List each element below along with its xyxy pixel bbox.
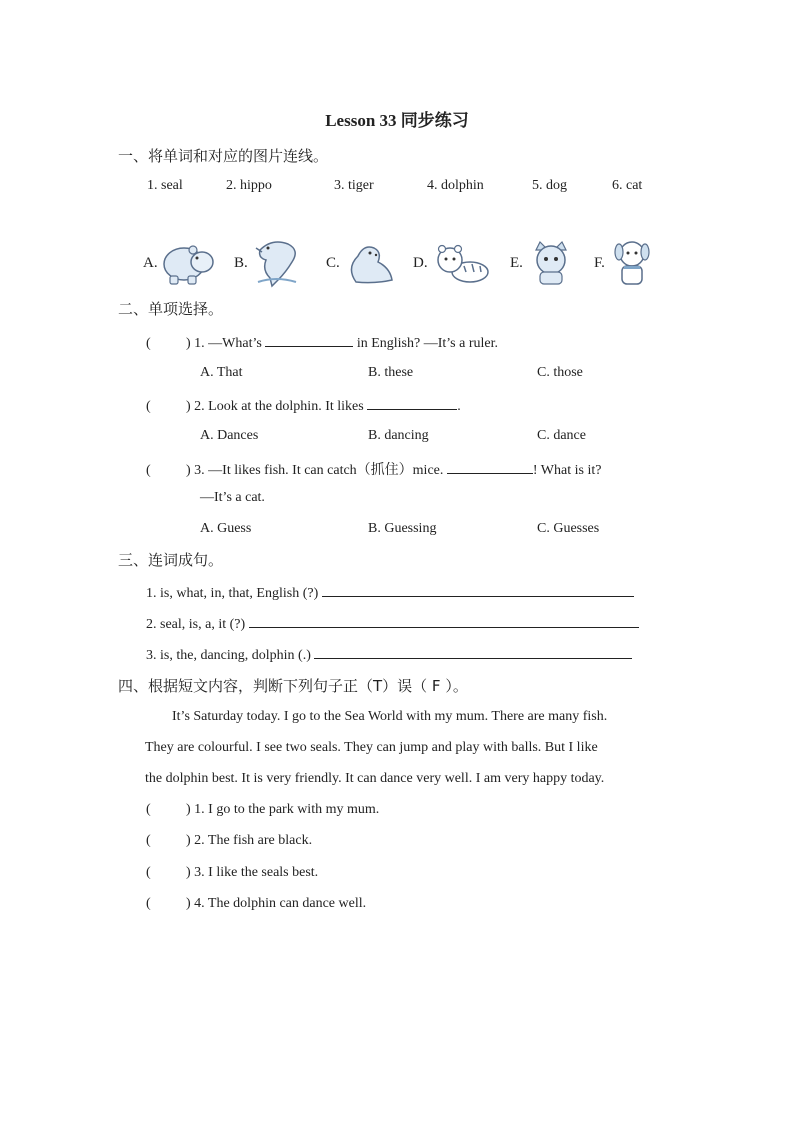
letter-e: E. — [510, 255, 523, 271]
q3-option-b[interactable]: B. Guessing — [368, 521, 437, 536]
dolphin-picture — [252, 236, 302, 288]
answer-paren[interactable]: ( — [146, 399, 151, 414]
dog-picture — [610, 238, 654, 288]
question-3 — [146, 459, 601, 479]
seal-picture — [344, 238, 396, 286]
answer-paren[interactable]: ( — [146, 336, 151, 351]
section-2-heading: 二、单项选择。 — [118, 300, 224, 318]
letter-a: A. — [143, 255, 158, 271]
hippo-picture — [160, 236, 216, 286]
answer-paren[interactable]: ( — [146, 833, 151, 848]
q1-stem-a: ) 1. —What’s — [186, 336, 262, 351]
letter-d: D. — [413, 255, 428, 271]
letter-b: B. — [234, 255, 248, 271]
q3-blank[interactable] — [447, 461, 533, 474]
judge-item-3 — [146, 865, 318, 881]
tiger-picture — [434, 240, 492, 286]
reorder-words: 2. seal, is, a, it (?) — [146, 617, 246, 632]
letter-c: C. — [326, 255, 340, 271]
letter-f: F. — [594, 255, 605, 271]
answer-line[interactable] — [322, 584, 634, 597]
judge-text: ) 4. The dolphin can dance well. — [186, 896, 367, 911]
q2-stem-a: ) 2. Look at the dolphin. It likes — [186, 399, 364, 414]
answer-paren[interactable]: ( — [146, 802, 151, 817]
q2-option-a[interactable]: A. Dances — [200, 428, 259, 443]
judge-item-4 — [146, 896, 366, 912]
passage-line-2: They are colourful. I see two seals. They can jump and play with balls. But I like — [145, 740, 598, 755]
q3-line-2: —It’s a cat. — [200, 490, 265, 505]
answer-paren[interactable]: ( — [146, 865, 151, 880]
section-3-heading: 三、连词成句。 — [118, 551, 224, 569]
q3-stem-a: ) 3. —It likes fish. It can catch（抓住）mice. — [186, 463, 444, 478]
word-seal: 1. seal — [147, 178, 183, 193]
judge-text: ) 1. I go to the park with my mum. — [186, 802, 380, 817]
section-4-heading: 四、根据短文内容，判断下列句子正（T）误（ F ）。 — [118, 677, 468, 695]
q1-option-b[interactable]: B. these — [368, 365, 414, 380]
answer-paren[interactable]: ( — [146, 463, 151, 478]
passage-line-3: the dolphin best. It is very friendly. It can dance very well. I am very happy today. — [145, 771, 605, 786]
q1-blank[interactable] — [265, 334, 353, 347]
word-cat: 6. cat — [612, 178, 643, 193]
question-1 — [146, 334, 498, 352]
question-2 — [146, 397, 461, 415]
q2-option-b[interactable]: B. dancing — [368, 428, 429, 443]
reorder-item-2 — [146, 615, 639, 633]
q1-option-a[interactable]: A. That — [200, 365, 243, 380]
q2-option-c[interactable]: C. dance — [537, 428, 586, 443]
judge-text: ) 2. The fish are black. — [186, 833, 313, 848]
word-tiger: 3. tiger — [334, 178, 374, 193]
section-1-heading: 一、将单词和对应的图片连线。 — [118, 147, 329, 165]
answer-paren[interactable]: ( — [146, 896, 151, 911]
judge-item-1 — [146, 802, 379, 818]
reorder-item-1 — [146, 584, 634, 602]
q3-stem-b: ! What is it? — [532, 463, 602, 478]
judge-item-2 — [146, 833, 312, 849]
judge-text: ) 3. I like the seals best. — [186, 865, 319, 880]
answer-line[interactable] — [249, 615, 639, 628]
q2-stem-b: . — [457, 399, 461, 414]
reorder-item-3 — [146, 646, 632, 664]
word-hippo: 2. hippo — [226, 178, 272, 193]
passage-line-1: It’s Saturday today. I go to the Sea World with my mum. There are many fish. — [172, 709, 608, 724]
answer-line[interactable] — [314, 646, 632, 659]
page-title: Lesson 33 同步练习 — [325, 111, 469, 130]
cat-picture — [528, 240, 574, 286]
q3-option-a[interactable]: A. Guess — [200, 521, 252, 536]
reorder-words: 1. is, what, in, that, English (?) — [146, 586, 319, 601]
q3-option-c[interactable]: C. Guesses — [537, 521, 600, 536]
word-dog: 5. dog — [532, 178, 567, 193]
q1-option-c[interactable]: C. those — [537, 365, 583, 380]
q2-blank[interactable] — [367, 397, 457, 410]
q1-stem-b: in English? —It’s a ruler. — [356, 336, 498, 351]
reorder-words: 3. is, the, dancing, dolphin (.) — [146, 648, 311, 663]
word-dolphin: 4. dolphin — [427, 178, 484, 193]
